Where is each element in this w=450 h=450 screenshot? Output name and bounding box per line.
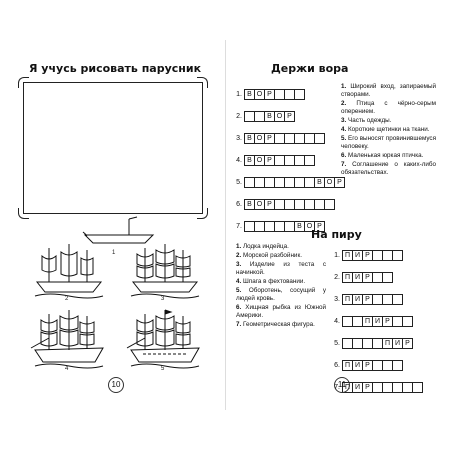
clue-number: 6. (341, 152, 349, 159)
letter-cell: Р (264, 133, 275, 144)
letter-cell: И (352, 360, 363, 371)
clue-number: 7. (236, 321, 244, 328)
step-number: 5 (161, 366, 165, 372)
letter-cell: И (352, 250, 363, 261)
clue-item (341, 152, 436, 160)
empty-cell[interactable] (392, 360, 403, 371)
right-page (226, 40, 444, 410)
letter-cell: Р (362, 382, 373, 393)
clue-text: Птица с чёрно-серым оперением. (341, 100, 436, 115)
clue-number: 2. (341, 100, 357, 107)
row-number: 3. (236, 135, 242, 142)
empty-cell[interactable] (392, 294, 403, 305)
clue-text: Часть одежды. (348, 117, 392, 124)
letter-cell: В (244, 199, 255, 210)
letter-cell: П (342, 382, 353, 393)
letter-cell: О (254, 133, 265, 144)
drawing-frame (23, 82, 203, 214)
puzzle-2-row (330, 316, 413, 327)
letter-cell: Р (362, 294, 373, 305)
clue-text: Геометрическая фигура. (243, 321, 315, 328)
row-number: 5. (334, 340, 340, 347)
letter-cell: Р (264, 89, 275, 100)
puzzle-2-row (330, 294, 403, 305)
empty-cell[interactable] (324, 199, 335, 210)
letter-cell: Р (362, 272, 373, 283)
puzzle-1-row (232, 155, 315, 166)
puzzle-2-title: На пиру (311, 228, 362, 241)
letter-cell: Р (362, 360, 373, 371)
letter-cell: П (382, 338, 393, 349)
letter-cell: И (372, 316, 383, 327)
clue-text: Короткие щетинки на ткани. (348, 126, 430, 133)
clue-number: 5. (236, 287, 249, 294)
empty-cell[interactable] (412, 382, 423, 393)
clue-number: 4. (341, 126, 349, 133)
clue-number: 7. (341, 161, 353, 168)
clue-text: Лодка индейца. (243, 243, 289, 250)
letter-cell: Р (334, 177, 345, 188)
empty-cell[interactable] (392, 250, 403, 261)
letter-cell: Р (264, 199, 275, 210)
row-number: 7. (334, 384, 340, 391)
puzzle-2-row (330, 338, 413, 349)
row-number: 5. (236, 179, 242, 186)
clue-text: Соглашение о каких-либо обязательствах. (341, 161, 436, 176)
letter-cell: П (342, 250, 353, 261)
letter-cell: В (294, 221, 305, 232)
puzzle-2-clues (236, 243, 326, 330)
letter-cell: П (342, 360, 353, 371)
clue-item (236, 287, 326, 303)
letter-cell: В (244, 133, 255, 144)
empty-cell[interactable] (402, 316, 413, 327)
row-number: 6. (236, 201, 242, 208)
clue-text: Его выносят провинившемуся человеку. (341, 135, 436, 150)
puzzle-2-row (330, 250, 403, 261)
step-number: 4 (65, 366, 69, 372)
clue-item (236, 304, 326, 320)
row-number: 3. (334, 296, 340, 303)
sailboat-step-2-illustration (29, 240, 109, 300)
letter-cell: О (274, 111, 285, 122)
clue-item (341, 161, 436, 177)
puzzle-2-row (330, 360, 403, 371)
empty-cell[interactable] (304, 155, 315, 166)
step-number: 1 (112, 250, 116, 256)
left-page (7, 40, 225, 410)
letter-cell: О (254, 155, 265, 166)
row-number: 7. (236, 223, 242, 230)
clue-text: Широкий вход, запираемый створами. (341, 83, 436, 98)
letter-cell: Р (402, 338, 413, 349)
clue-number: 3. (236, 261, 250, 268)
letter-cell: В (244, 155, 255, 166)
row-number: 1. (236, 91, 242, 98)
empty-cell[interactable] (294, 89, 305, 100)
puzzle-1-row (232, 111, 295, 122)
frame-corner (18, 77, 29, 88)
clue-item (236, 278, 326, 286)
clue-text: Шпага в фехтовании. (243, 278, 306, 285)
clue-number: 3. (341, 117, 349, 124)
clue-text: Маленькая юркая птичка. (348, 152, 424, 159)
puzzle-1-row (232, 177, 345, 188)
letter-cell: О (254, 199, 265, 210)
clue-item (236, 252, 326, 260)
sailboat-step-5-illustration (125, 308, 205, 370)
row-number: 4. (334, 318, 340, 325)
puzzle-1-row (232, 133, 325, 144)
letter-cell: И (352, 294, 363, 305)
clue-number: 4. (236, 278, 244, 285)
letter-cell: П (362, 316, 373, 327)
frame-corner (18, 208, 29, 219)
letter-cell: Р (362, 250, 373, 261)
letter-cell: И (392, 338, 403, 349)
frame-corner (197, 208, 208, 219)
clue-number: 5. (341, 135, 349, 142)
step-number: 2 (65, 296, 69, 302)
letter-cell: В (264, 111, 275, 122)
empty-cell[interactable] (314, 133, 325, 144)
frame-corner (197, 77, 208, 88)
letter-cell: П (342, 294, 353, 305)
puzzle-1-title: Держи вора (271, 62, 349, 75)
puzzle-1-clues (341, 83, 436, 178)
letter-cell: И (352, 272, 363, 283)
letter-cell: Р (314, 221, 325, 232)
letter-cell: О (254, 89, 265, 100)
letter-cell: Р (264, 155, 275, 166)
clue-item (341, 83, 436, 99)
page-number-left: 10 (108, 377, 124, 393)
letter-cell: Р (284, 111, 295, 122)
page-number-right: 11 (334, 377, 350, 393)
letter-cell: О (304, 221, 315, 232)
row-number: 4. (236, 157, 242, 164)
row-number: 1. (334, 252, 340, 259)
puzzle-1-row (232, 89, 305, 100)
puzzle-2-row (330, 272, 393, 283)
clue-item (236, 243, 326, 251)
book-spread (7, 40, 444, 410)
clue-number: 2. (236, 252, 244, 259)
clue-item (236, 261, 326, 277)
step-number: 3 (161, 296, 165, 302)
letter-cell: Р (382, 316, 393, 327)
clue-number: 1. (236, 243, 244, 250)
sailboat-step-3-illustration (125, 240, 205, 300)
row-number: 2. (334, 274, 340, 281)
clue-text: Хищная рыбка из Южной Америки. (236, 304, 326, 319)
letter-cell: И (352, 382, 363, 393)
clue-text: Изделие из теста с начинкой. (236, 261, 326, 276)
clue-item (341, 135, 436, 151)
clue-number: 6. (236, 304, 246, 311)
letter-cell: О (324, 177, 335, 188)
clue-item (236, 321, 326, 329)
clue-text: Морской разбойник. (243, 252, 302, 259)
empty-cell[interactable] (382, 272, 393, 283)
letter-cell: В (314, 177, 325, 188)
sailboat-step-4-illustration (29, 308, 109, 370)
clue-text: Оборотень, сосущий у людей кровь. (236, 287, 326, 302)
left-page-title: Я учусь рисовать парусник (29, 62, 202, 75)
clue-number: 1. (341, 83, 351, 90)
puzzle-1-row (232, 199, 335, 210)
letter-cell: П (342, 272, 353, 283)
letter-cell: В (244, 89, 255, 100)
clue-item (341, 126, 436, 134)
clue-item (341, 100, 436, 116)
clue-item (341, 117, 436, 125)
row-number: 6. (334, 362, 340, 369)
row-number: 2. (236, 113, 242, 120)
